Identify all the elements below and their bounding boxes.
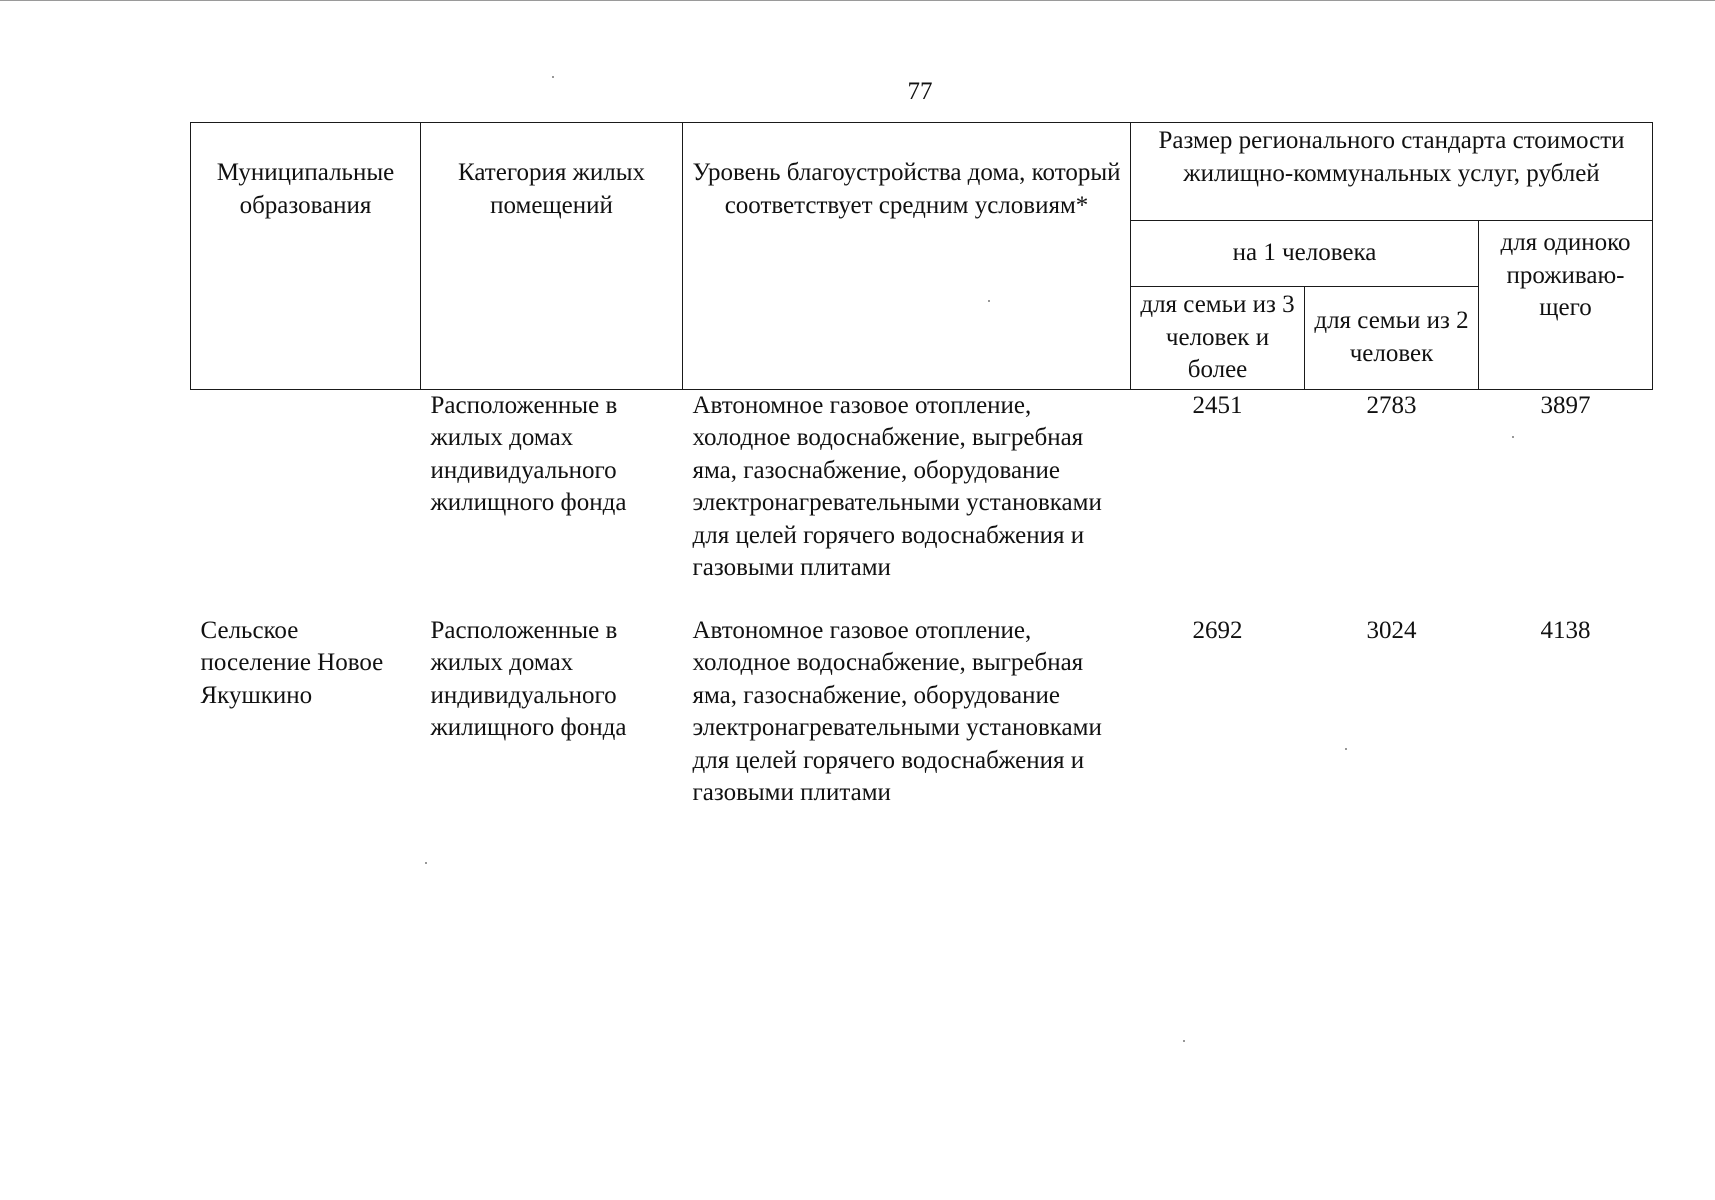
cell-family-3: 2692 [1192,616,1243,644]
scan-speck [1512,436,1514,438]
header-family-3: для семьи из 3 человек и более [1131,287,1305,390]
cell-family-3: 2451 [1192,391,1243,419]
header-single: для одиноко проживаю-щего [1479,221,1653,390]
page-number: 77 [907,78,933,105]
cell-family-2: 2783 [1366,391,1417,419]
cell-level: Автономное газовое отопление, холодное водоснабжение, выгребная яма, газоснабжение, оборудование электронагревательными установками для целей горячего водоснабжения и газовыми плитами [692,616,1102,806]
cell-municipality [191,389,421,615]
header-standard-line-1: Размер регионального стандарта стоимости [1158,127,1625,154]
cell-category: Расположенные в жилых домах индивидуального жилищного фонда [430,616,627,741]
cell-single: 4138 [1540,616,1591,644]
header-level-line-2: соответствует средним условиям* [724,191,1089,219]
cell-family-2: 3024 [1366,616,1417,644]
header-standard-line-2: жилищно-коммунальных услуг, рублей [1183,159,1600,187]
regional-standard-table [190,122,1653,810]
header-standard [1131,123,1653,221]
scan-speck [1345,748,1347,750]
cell-municipality: Сельское поселение Новое Якушкино [200,616,384,709]
header-per-person: на 1 человека [1131,221,1479,287]
header-category: Категория жилых помещений [421,123,683,390]
cell-single: 3897 [1540,391,1591,419]
cell-level: Автономное газовое отопление, холодное водоснабжение, выгребная яма, газоснабжение, оборудование электронагревательными установками для целей горячего водоснабжения и газовыми плитами [692,391,1102,581]
table-body [191,389,1653,810]
scan-edge-line [0,0,1715,4]
scan-speck [988,300,990,302]
header-level [683,123,1131,390]
header-municipality: Муниципальные образования [191,123,421,390]
header-family-2: для семьи из 2 человек [1305,287,1479,390]
cell-category: Расположенные в жилых домах индивидуального жилищного фонда [430,391,627,516]
header-level-line-1: Уровень благоустройства дома, который [692,159,1121,186]
scan-speck [552,76,554,78]
table-row [191,615,1653,810]
table-header [191,123,1653,390]
scan-speck [425,862,427,864]
scan-speck [1183,1040,1185,1042]
table-row [191,389,1653,615]
